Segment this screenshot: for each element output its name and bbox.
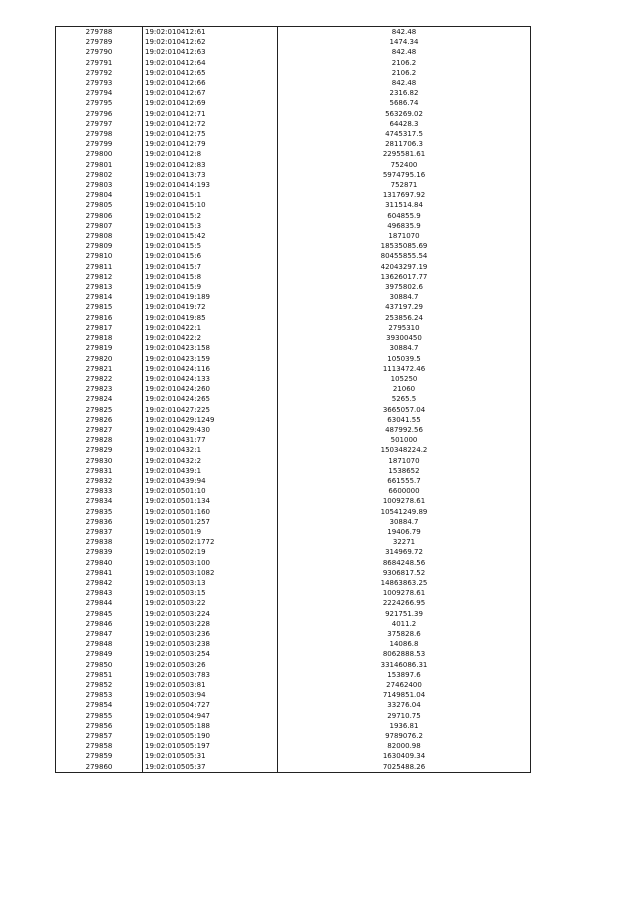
table-row <box>56 323 531 333</box>
row-id-cell: 279804 <box>56 190 143 200</box>
row-id-cell: 279846 <box>56 619 143 629</box>
row-id-cell: 279850 <box>56 660 143 670</box>
table-row <box>56 660 531 670</box>
cadastral-number-cell: 19:02:010412:72 <box>143 119 278 129</box>
row-id-cell: 279803 <box>56 180 143 190</box>
cadastral-number-cell: 19:02:010501:257 <box>143 517 278 527</box>
amount-cell: 496835.9 <box>278 221 531 231</box>
cadastral-number-cell: 19:02:010429:430 <box>143 425 278 435</box>
table-row <box>56 476 531 486</box>
row-id-cell: 279835 <box>56 507 143 517</box>
cadastral-number-cell: 19:02:010415:1 <box>143 190 278 200</box>
table-row <box>56 58 531 68</box>
cadastral-number-cell: 19:02:010412:62 <box>143 37 278 47</box>
table-row <box>56 139 531 149</box>
table-row <box>56 670 531 680</box>
row-id-cell: 279805 <box>56 200 143 210</box>
cadastral-number-cell: 19:02:010503:254 <box>143 649 278 659</box>
table-row <box>56 109 531 119</box>
cadastral-number-cell: 19:02:010415:3 <box>143 221 278 231</box>
row-id-cell: 279800 <box>56 149 143 159</box>
table-row <box>56 425 531 435</box>
cadastral-number-cell: 19:02:010503:238 <box>143 639 278 649</box>
amount-cell: 1009278.61 <box>278 496 531 506</box>
amount-cell: 14863863.25 <box>278 578 531 588</box>
cadastral-number-cell: 19:02:010412:67 <box>143 88 278 98</box>
cadastral-number-cell: 19:02:010503:13 <box>143 578 278 588</box>
cadastral-number-cell: 19:02:010424:265 <box>143 394 278 404</box>
amount-cell: 33146086.31 <box>278 660 531 670</box>
amount-cell: 1538652 <box>278 466 531 476</box>
row-id-cell: 279852 <box>56 680 143 690</box>
table-row <box>56 78 531 88</box>
cadastral-number-cell: 19:02:010505:31 <box>143 751 278 761</box>
amount-cell: 311514.84 <box>278 200 531 210</box>
cadastral-number-cell: 19:02:010422:1 <box>143 323 278 333</box>
row-id-cell: 279801 <box>56 160 143 170</box>
row-id-cell: 279821 <box>56 364 143 374</box>
cadastral-number-cell: 19:02:010415:8 <box>143 272 278 282</box>
amount-cell: 501000 <box>278 435 531 445</box>
table-row <box>56 384 531 394</box>
amount-cell: 19406.79 <box>278 527 531 537</box>
amount-cell: 29710.75 <box>278 711 531 721</box>
row-id-cell: 279810 <box>56 251 143 261</box>
cadastral-number-cell: 19:02:010415:2 <box>143 211 278 221</box>
table-row <box>56 272 531 282</box>
amount-cell: 1936.81 <box>278 721 531 731</box>
cadastral-number-cell: 19:02:010412:69 <box>143 98 278 108</box>
row-id-cell: 279841 <box>56 568 143 578</box>
amount-cell: 375828.6 <box>278 629 531 639</box>
cadastral-number-cell: 19:02:010415:9 <box>143 282 278 292</box>
row-id-cell: 279795 <box>56 98 143 108</box>
row-id-cell: 279812 <box>56 272 143 282</box>
amount-cell: 32271 <box>278 537 531 547</box>
table-row <box>56 394 531 404</box>
row-id-cell: 279822 <box>56 374 143 384</box>
amount-cell: 5974795.16 <box>278 170 531 180</box>
cadastral-number-cell: 19:02:010432:1 <box>143 445 278 455</box>
table-row <box>56 435 531 445</box>
table-row <box>56 27 531 38</box>
table-row <box>56 231 531 241</box>
amount-cell: 18535085.69 <box>278 241 531 251</box>
row-id-cell: 279860 <box>56 762 143 773</box>
amount-cell: 5265.5 <box>278 394 531 404</box>
amount-cell: 153897.6 <box>278 670 531 680</box>
row-id-cell: 279817 <box>56 323 143 333</box>
row-id-cell: 279824 <box>56 394 143 404</box>
row-id-cell: 279848 <box>56 639 143 649</box>
cadastral-number-cell: 19:02:010415:5 <box>143 241 278 251</box>
table-row <box>56 649 531 659</box>
row-id-cell: 279840 <box>56 558 143 568</box>
table-row <box>56 333 531 343</box>
amount-cell: 82000.98 <box>278 741 531 751</box>
amount-cell: 7025488.26 <box>278 762 531 773</box>
amount-cell: 30884.7 <box>278 517 531 527</box>
cadastral-number-cell: 19:02:010501:134 <box>143 496 278 506</box>
table-row <box>56 200 531 210</box>
cadastral-number-cell: 19:02:010501:9 <box>143 527 278 537</box>
amount-cell: 563269.02 <box>278 109 531 119</box>
table-row <box>56 456 531 466</box>
amount-cell: 7149851.04 <box>278 690 531 700</box>
row-id-cell: 279826 <box>56 415 143 425</box>
amount-cell: 2795310 <box>278 323 531 333</box>
amount-cell: 2316.82 <box>278 88 531 98</box>
table-row <box>56 47 531 57</box>
amount-cell: 2106.2 <box>278 68 531 78</box>
cadastral-number-cell: 19:02:010415:42 <box>143 231 278 241</box>
table-row <box>56 588 531 598</box>
cadastral-number-cell: 19:02:010412:63 <box>143 47 278 57</box>
amount-cell: 64428.3 <box>278 119 531 129</box>
table-row <box>56 313 531 323</box>
table-row <box>56 711 531 721</box>
table-row <box>56 619 531 629</box>
amount-cell: 1474.34 <box>278 37 531 47</box>
amount-cell: 487992.56 <box>278 425 531 435</box>
amount-cell: 661555.7 <box>278 476 531 486</box>
table-row <box>56 180 531 190</box>
table-row <box>56 609 531 619</box>
amount-cell: 80455855.54 <box>278 251 531 261</box>
row-id-cell: 279807 <box>56 221 143 231</box>
row-id-cell: 279851 <box>56 670 143 680</box>
table-row <box>56 762 531 773</box>
cadastral-number-cell: 19:02:010439:1 <box>143 466 278 476</box>
row-id-cell: 279857 <box>56 731 143 741</box>
cadastral-number-cell: 19:02:010424:260 <box>143 384 278 394</box>
cadastral-number-cell: 19:02:010419:189 <box>143 292 278 302</box>
row-id-cell: 279856 <box>56 721 143 731</box>
cadastral-number-cell: 19:02:010503:224 <box>143 609 278 619</box>
row-id-cell: 279839 <box>56 547 143 557</box>
table-row <box>56 558 531 568</box>
table-row <box>56 68 531 78</box>
table-row <box>56 486 531 496</box>
amount-cell: 150348224.2 <box>278 445 531 455</box>
row-id-cell: 279791 <box>56 58 143 68</box>
table-row <box>56 568 531 578</box>
table-row <box>56 598 531 608</box>
table-row <box>56 292 531 302</box>
row-id-cell: 279855 <box>56 711 143 721</box>
table-row <box>56 496 531 506</box>
cadastral-number-cell: 19:02:010412:71 <box>143 109 278 119</box>
row-id-cell: 279830 <box>56 456 143 466</box>
amount-cell: 105039.5 <box>278 354 531 364</box>
row-id-cell: 279834 <box>56 496 143 506</box>
table-row <box>56 149 531 159</box>
table-body <box>56 27 531 773</box>
table-row <box>56 405 531 415</box>
row-id-cell: 279842 <box>56 578 143 588</box>
row-id-cell: 279816 <box>56 313 143 323</box>
cadastral-number-cell: 19:02:010503:783 <box>143 670 278 680</box>
amount-cell: 842.48 <box>278 78 531 88</box>
cadastral-number-cell: 19:02:010503:26 <box>143 660 278 670</box>
cadastral-number-cell: 19:02:010503:81 <box>143 680 278 690</box>
row-id-cell: 279797 <box>56 119 143 129</box>
table-row <box>56 241 531 251</box>
table-row <box>56 37 531 47</box>
amount-cell: 1113472.46 <box>278 364 531 374</box>
table-row <box>56 129 531 139</box>
row-id-cell: 279847 <box>56 629 143 639</box>
table-row <box>56 190 531 200</box>
table-row <box>56 578 531 588</box>
row-id-cell: 279808 <box>56 231 143 241</box>
cadastral-number-cell: 19:02:010412:64 <box>143 58 278 68</box>
table-row <box>56 364 531 374</box>
cadastral-number-cell: 19:02:010505:190 <box>143 731 278 741</box>
cadastral-number-cell: 19:02:010504:727 <box>143 700 278 710</box>
cadastral-number-cell: 19:02:010412:75 <box>143 129 278 139</box>
table-row <box>56 282 531 292</box>
table-row <box>56 160 531 170</box>
table-row <box>56 251 531 261</box>
cadastral-number-cell: 19:02:010439:94 <box>143 476 278 486</box>
amount-cell: 1317697.92 <box>278 190 531 200</box>
data-table <box>55 26 531 773</box>
table-row <box>56 302 531 312</box>
amount-cell: 1630409.34 <box>278 751 531 761</box>
table-row <box>56 343 531 353</box>
amount-cell: 8684248.56 <box>278 558 531 568</box>
amount-cell: 8062888.53 <box>278 649 531 659</box>
table-row <box>56 262 531 272</box>
row-id-cell: 279815 <box>56 302 143 312</box>
amount-cell: 33276.04 <box>278 700 531 710</box>
cadastral-number-cell: 19:02:010502:1772 <box>143 537 278 547</box>
cadastral-number-cell: 19:02:010503:1082 <box>143 568 278 578</box>
cadastral-number-cell: 19:02:010503:100 <box>143 558 278 568</box>
amount-cell: 6600000 <box>278 486 531 496</box>
cadastral-number-cell: 19:02:010502:19 <box>143 547 278 557</box>
table-row <box>56 466 531 476</box>
row-id-cell: 279809 <box>56 241 143 251</box>
cadastral-number-cell: 19:02:010427:225 <box>143 405 278 415</box>
table-row <box>56 221 531 231</box>
cadastral-number-cell: 19:02:010415:10 <box>143 200 278 210</box>
cadastral-number-cell: 19:02:010505:197 <box>143 741 278 751</box>
table-row <box>56 537 531 547</box>
cadastral-number-cell: 19:02:010419:85 <box>143 313 278 323</box>
amount-cell: 314969.72 <box>278 547 531 557</box>
amount-cell: 42043297.19 <box>278 262 531 272</box>
row-id-cell: 279814 <box>56 292 143 302</box>
amount-cell: 27462400 <box>278 680 531 690</box>
row-id-cell: 279793 <box>56 78 143 88</box>
amount-cell: 2106.2 <box>278 58 531 68</box>
cadastral-number-cell: 19:02:010504:947 <box>143 711 278 721</box>
amount-cell: 3975802.6 <box>278 282 531 292</box>
row-id-cell: 279825 <box>56 405 143 415</box>
table-row <box>56 690 531 700</box>
row-id-cell: 279799 <box>56 139 143 149</box>
cadastral-number-cell: 19:02:010412:61 <box>143 27 278 38</box>
row-id-cell: 279838 <box>56 537 143 547</box>
table-row <box>56 629 531 639</box>
amount-cell: 2295581.61 <box>278 149 531 159</box>
amount-cell: 39300450 <box>278 333 531 343</box>
table-row <box>56 211 531 221</box>
table-row <box>56 374 531 384</box>
cadastral-number-cell: 19:02:010412:65 <box>143 68 278 78</box>
row-id-cell: 279802 <box>56 170 143 180</box>
table-row <box>56 415 531 425</box>
table-row <box>56 721 531 731</box>
row-id-cell: 279843 <box>56 588 143 598</box>
table-row <box>56 98 531 108</box>
row-id-cell: 279854 <box>56 700 143 710</box>
amount-cell: 10541249.89 <box>278 507 531 517</box>
table-row <box>56 700 531 710</box>
amount-cell: 1871070 <box>278 231 531 241</box>
row-id-cell: 279792 <box>56 68 143 78</box>
amount-cell: 2811706.3 <box>278 139 531 149</box>
cadastral-number-cell: 19:02:010424:133 <box>143 374 278 384</box>
cadastral-number-cell: 19:02:010423:159 <box>143 354 278 364</box>
table-row <box>56 741 531 751</box>
amount-cell: 30884.7 <box>278 343 531 353</box>
table-row <box>56 731 531 741</box>
cadastral-number-cell: 19:02:010422:2 <box>143 333 278 343</box>
table-row <box>56 680 531 690</box>
amount-cell: 1871070 <box>278 456 531 466</box>
amount-cell: 30884.7 <box>278 292 531 302</box>
amount-cell: 752871 <box>278 180 531 190</box>
cadastral-number-cell: 19:02:010414:193 <box>143 180 278 190</box>
cadastral-number-cell: 19:02:010501:10 <box>143 486 278 496</box>
amount-cell: 4011.2 <box>278 619 531 629</box>
row-id-cell: 279844 <box>56 598 143 608</box>
cadastral-number-cell: 19:02:010412:66 <box>143 78 278 88</box>
amount-cell: 253856.24 <box>278 313 531 323</box>
cadastral-number-cell: 19:02:010413:73 <box>143 170 278 180</box>
amount-cell: 21060 <box>278 384 531 394</box>
row-id-cell: 279811 <box>56 262 143 272</box>
amount-cell: 9789076.2 <box>278 731 531 741</box>
row-id-cell: 279796 <box>56 109 143 119</box>
row-id-cell: 279831 <box>56 466 143 476</box>
amount-cell: 437197.29 <box>278 302 531 312</box>
row-id-cell: 279827 <box>56 425 143 435</box>
amount-cell: 1009278.61 <box>278 588 531 598</box>
cadastral-number-cell: 19:02:010503:94 <box>143 690 278 700</box>
row-id-cell: 279813 <box>56 282 143 292</box>
cadastral-number-cell: 19:02:010419:72 <box>143 302 278 312</box>
amount-cell: 752400 <box>278 160 531 170</box>
row-id-cell: 279794 <box>56 88 143 98</box>
row-id-cell: 279820 <box>56 354 143 364</box>
cadastral-number-cell: 19:02:010503:22 <box>143 598 278 608</box>
table-row <box>56 354 531 364</box>
table-row <box>56 751 531 761</box>
cadastral-number-cell: 19:02:010501:160 <box>143 507 278 517</box>
row-id-cell: 279859 <box>56 751 143 761</box>
amount-cell: 105250 <box>278 374 531 384</box>
amount-cell: 14086.8 <box>278 639 531 649</box>
cadastral-number-cell: 19:02:010505:37 <box>143 762 278 773</box>
table-row <box>56 507 531 517</box>
cadastral-number-cell: 19:02:010431:77 <box>143 435 278 445</box>
row-id-cell: 279806 <box>56 211 143 221</box>
row-id-cell: 279819 <box>56 343 143 353</box>
cadastral-number-cell: 19:02:010415:7 <box>143 262 278 272</box>
cadastral-number-cell: 19:02:010503:15 <box>143 588 278 598</box>
row-id-cell: 279845 <box>56 609 143 619</box>
amount-cell: 4745317.5 <box>278 129 531 139</box>
cadastral-number-cell: 19:02:010503:236 <box>143 629 278 639</box>
row-id-cell: 279849 <box>56 649 143 659</box>
cadastral-number-cell: 19:02:010429:1249 <box>143 415 278 425</box>
table-row <box>56 445 531 455</box>
cadastral-number-cell: 19:02:010503:228 <box>143 619 278 629</box>
row-id-cell: 279789 <box>56 37 143 47</box>
amount-cell: 9306817.52 <box>278 568 531 578</box>
row-id-cell: 279836 <box>56 517 143 527</box>
amount-cell: 13626017.77 <box>278 272 531 282</box>
amount-cell: 63041.55 <box>278 415 531 425</box>
amount-cell: 2224266.95 <box>278 598 531 608</box>
row-id-cell: 279828 <box>56 435 143 445</box>
row-id-cell: 279790 <box>56 47 143 57</box>
cadastral-number-cell: 19:02:010424:116 <box>143 364 278 374</box>
table-row <box>56 527 531 537</box>
row-id-cell: 279853 <box>56 690 143 700</box>
cadastral-number-cell: 19:02:010412:83 <box>143 160 278 170</box>
amount-cell: 3665057.04 <box>278 405 531 415</box>
cadastral-number-cell: 19:02:010505:188 <box>143 721 278 731</box>
row-id-cell: 279832 <box>56 476 143 486</box>
amount-cell: 842.48 <box>278 47 531 57</box>
cadastral-number-cell: 19:02:010423:158 <box>143 343 278 353</box>
amount-cell: 921751.39 <box>278 609 531 619</box>
row-id-cell: 279798 <box>56 129 143 139</box>
row-id-cell: 279829 <box>56 445 143 455</box>
table-row <box>56 88 531 98</box>
cadastral-number-cell: 19:02:010412:8 <box>143 149 278 159</box>
row-id-cell: 279833 <box>56 486 143 496</box>
table-row <box>56 547 531 557</box>
table-row <box>56 639 531 649</box>
table-row <box>56 517 531 527</box>
row-id-cell: 279818 <box>56 333 143 343</box>
row-id-cell: 279837 <box>56 527 143 537</box>
amount-cell: 604855.9 <box>278 211 531 221</box>
cadastral-number-cell: 19:02:010412:79 <box>143 139 278 149</box>
amount-cell: 5686.74 <box>278 98 531 108</box>
row-id-cell: 279823 <box>56 384 143 394</box>
table-row <box>56 170 531 180</box>
table-row <box>56 119 531 129</box>
row-id-cell: 279788 <box>56 27 143 38</box>
cadastral-number-cell: 19:02:010415:6 <box>143 251 278 261</box>
amount-cell: 842.48 <box>278 27 531 38</box>
cadastral-number-cell: 19:02:010432:2 <box>143 456 278 466</box>
row-id-cell: 279858 <box>56 741 143 751</box>
